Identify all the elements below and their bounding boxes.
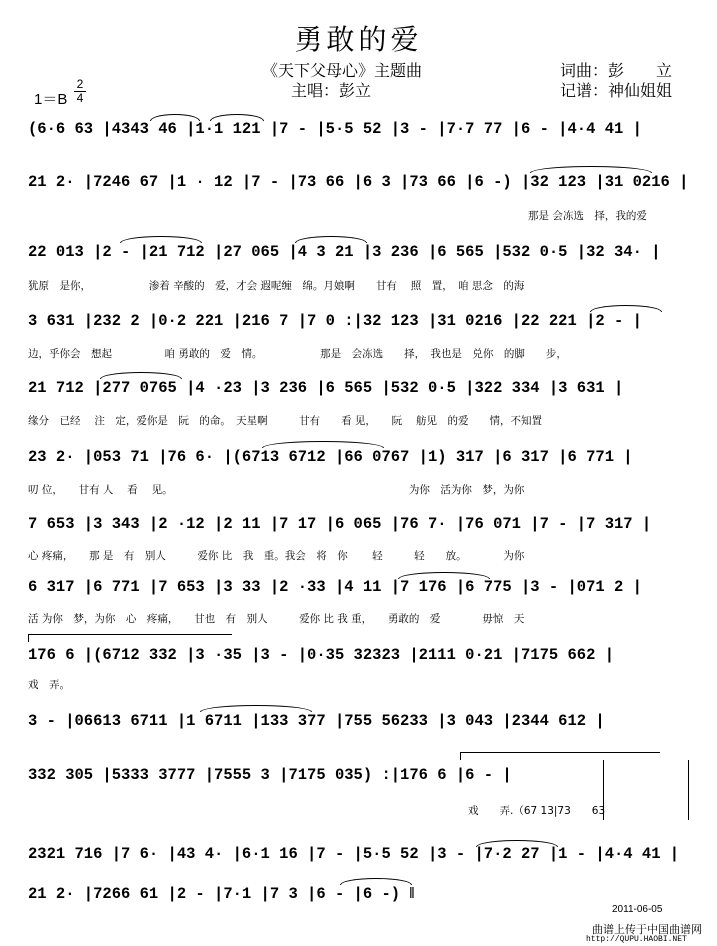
tie-mark	[120, 236, 202, 243]
lyrics-line-7: 心 疼痛， 那 是 有 别人 爱你 比 我 重。我会 将 你 轻 轻 放。 为你	[28, 550, 525, 562]
subtitle: 《天下父母心》主题曲	[262, 61, 423, 80]
lyrics-line-3: 犹原 是你， 渗着 辛酸的 爱，才会 遐呢缠 绵。月娘啊 甘有 照 置， 咱 思念 的海	[28, 280, 525, 292]
staff-line-13: 21 2· |7266 61 |2 - |7·1 |7 3 |6 - |6 -) ‖	[28, 885, 415, 903]
staff-line-8: 6 317 |6 771 |7 653 |3 33 |2 ·33 |4 11 |7 176 |6 775 |3 - |071 2 |	[28, 578, 642, 596]
staff-line-2: 21 2· |7246 67 |1 · 12 |7 - |73 66 |6 3 |73 66 |6 -) |32 123 |31 0216 |	[28, 173, 689, 191]
time-signature-bottom: 4	[76, 91, 84, 105]
lyrics-line-9: 戏 弄。	[28, 679, 70, 691]
tie-mark	[100, 372, 182, 379]
tie-mark	[200, 705, 312, 712]
volta-bracket-2	[460, 752, 660, 753]
time-signature-top: 2	[76, 77, 84, 91]
volta-divider	[688, 760, 689, 820]
staff-line-7: 7 653 |3 343 |2 ·12 |2 11 |7 17 |6 065 |76 7· |76 071 |7 - |7 317 |	[28, 515, 652, 533]
lyrics-line-11: 戏 弄.（67 13|73 63	[468, 805, 606, 817]
tie-mark	[590, 305, 662, 312]
volta-bracket-2-edge	[460, 752, 461, 760]
composer-credit: 词曲：彭 立	[560, 61, 673, 80]
staff-line-11: 332 305 |5333 3777 |7555 3 |7175 035) :|176 6 |6 - |	[28, 766, 512, 784]
tie-mark	[476, 840, 558, 847]
transcriber-credit: 记谱：神仙姐姐	[560, 81, 673, 100]
tie-mark	[530, 166, 652, 173]
tie-mark	[398, 572, 490, 579]
staff-line-9: 176 6 |(6712 332 |3 ·35 |3 - |0·35 32323 |2111 0·21 |7175 662 |	[28, 646, 614, 664]
singer-credit: 主唱：彭立	[291, 81, 372, 100]
tie-mark	[150, 114, 200, 121]
lyrics-line-6: 叨 位， 甘有 人 看 见。 为你 活为你 梦，为你	[28, 484, 525, 496]
song-title: 勇敢的爱	[294, 23, 423, 56]
time-signature	[74, 79, 86, 104]
staff-line-10: 3 - |06613 6711 |1 6711 |133 377 |755 56233 |3 043 |2344 612 |	[28, 712, 605, 730]
date-stamp: 2011-06-05	[612, 904, 663, 915]
tie-mark	[295, 236, 367, 243]
lyrics-line-2: 那是 会冻选 择，我的爱	[528, 210, 647, 222]
staff-line-6: 23 2· |053 71 |76 6· |(6713 6712 |66 0767 |1) 317 |6 317 |6 771 |	[28, 448, 633, 466]
volta-bracket-1	[28, 634, 232, 635]
tie-mark	[262, 441, 384, 448]
volta-bracket-1-edge	[28, 634, 29, 642]
volta-divider	[603, 760, 604, 820]
key-signature: 1＝B	[34, 91, 68, 108]
tie-mark	[210, 114, 264, 121]
tie-mark	[340, 878, 412, 885]
source-footer: 曲谱上传于中国曲谱网	[592, 923, 702, 936]
staff-line-5: 21 712 |277 0765 |4 ·23 |3 236 |6 565 |532 0·5 |322 334 |3 631 |	[28, 379, 624, 397]
source-url: http://QUPU.HAOBI.NET	[586, 935, 687, 944]
staff-line-4: 3 631 |232 2 |0·2 221 |216 7 |7 0 :|32 123 |31 0216 |22 221 |2 - |	[28, 312, 642, 330]
staff-line-12: 2321 716 |7 6· |43 4· |6·1 16 |7 - |5·5 52 |3 - |7·2 27 |1 - |4·4 41 |	[28, 845, 680, 863]
lyrics-line-5: 缘分 已经 注 定，爱你是 阮 的命。 天星啊 甘有 看 见， 阮 舫见 的爱 情，不知置	[28, 415, 543, 427]
staff-line-1: (6·6 63 |4343 46 |1·1 121 |7 - |5·5 52 |3 - |7·7 77 |6 - |4·4 41 |	[28, 120, 642, 138]
staff-line-3: 22 013 |2 - |21 712 |27 065 |4 3 21 |3 236 |6 565 |532 0·5 |32 34· |	[28, 243, 661, 261]
lyrics-line-8: 活 为你 梦，为你 心 疼痛， 甘也 有 别人 爱你 比 我 重， 勇敢的 爱 毋惊 天	[28, 613, 525, 625]
lyrics-line-4: 边，乎你会 想起 咱 勇敢的 爱 情。 那是 会冻选 择， 我也是 兑你 的脚 步，	[28, 348, 567, 360]
